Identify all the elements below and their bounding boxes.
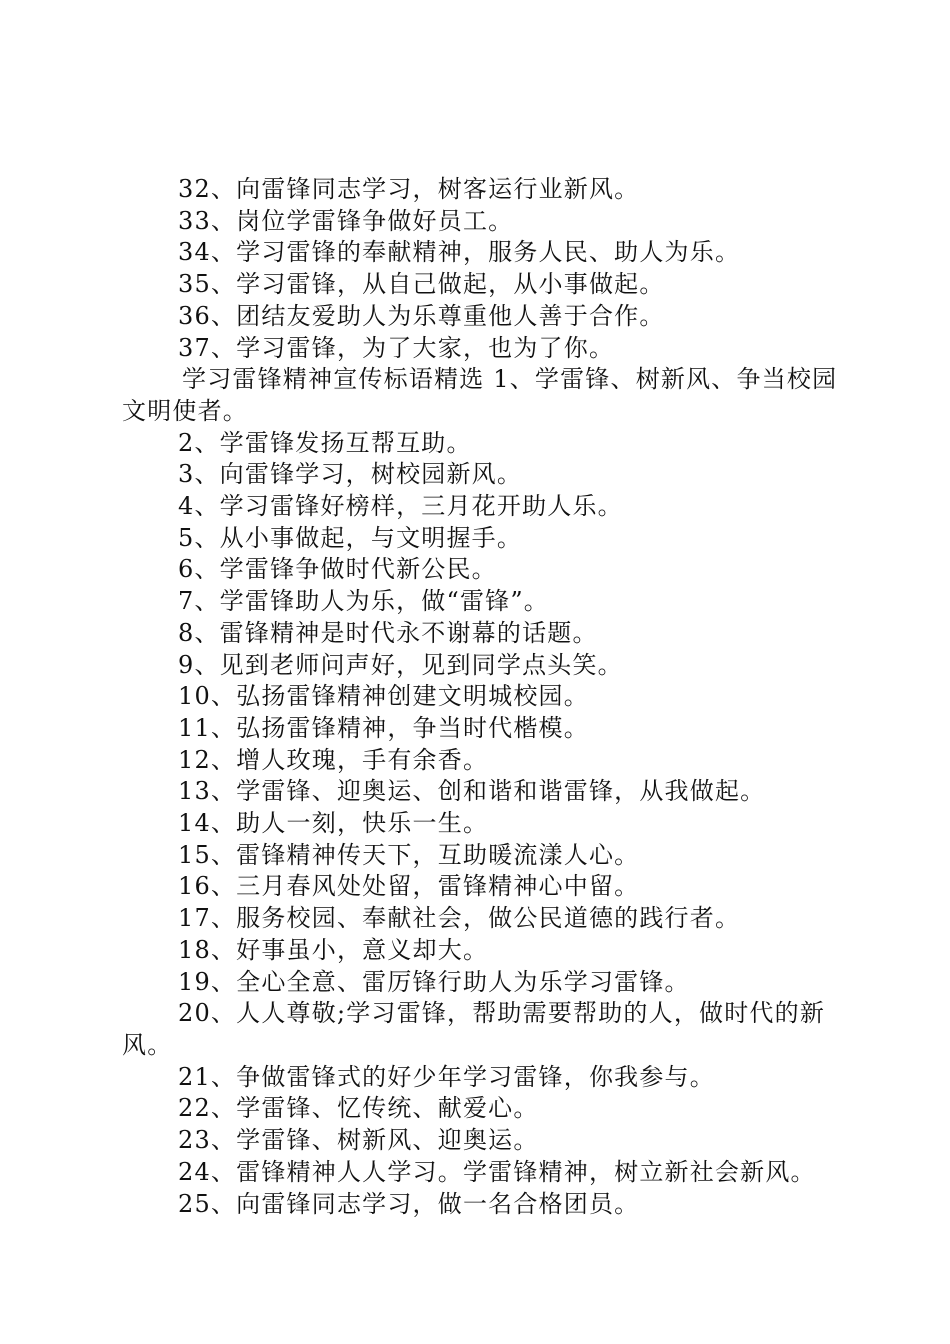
list-item: 15、雷锋精神传天下，互助暖流漾人心。 [178, 840, 640, 869]
list-item: 16、三月春风处处留，雷锋精神心中留。 [178, 872, 640, 901]
list-item: 17、服务校园、奉献社会，做公民道德的践行者。 [178, 904, 741, 933]
list-item: 12、增人玫瑰，手有余香。 [178, 745, 489, 774]
list-item: 9、见到老师问声好，见到同学点头笑。 [178, 650, 623, 679]
section-heading-paragraph: 学习雷锋精神宣传标语精选 1、学雷锋、树新风、争当校园文明使者。 [122, 365, 838, 425]
list-item: 7、学雷锋助人为乐，做“雷锋”。 [178, 587, 550, 616]
list-item: 33、岗位学雷锋争做好员工。 [178, 206, 514, 235]
list-item: 23、学雷锋、树新风、迎奥运。 [178, 1126, 539, 1155]
list-item: 10、弘扬雷锋精神创建文明城校园。 [178, 682, 589, 711]
list-item: 3、向雷锋学习，树校园新风。 [178, 460, 523, 489]
list-item: 6、学雷锋争做时代新公民。 [178, 555, 497, 584]
list-item: 24、雷锋精神人人学习。学雷锋精神，树立新社会新风。 [178, 1157, 816, 1186]
list-item: 18、好事虽小，意义却大。 [178, 935, 489, 964]
list-item: 34、学习雷锋的奉献精神，服务人民、助人为乐。 [178, 238, 741, 267]
list-item: 5、从小事做起，与文明握手。 [178, 523, 523, 552]
list-item: 4、学习雷锋好榜样，三月花开助人乐。 [178, 492, 623, 521]
list-item: 13、学雷锋、迎奥运、创和谐和谐雷锋，从我做起。 [178, 777, 766, 806]
list-item: 36、团结友爱助人为乐尊重他人善于合作。 [178, 301, 665, 330]
list-item: 20、人人尊敬;学习雷锋，帮助需要帮助的人，做时代的新风。 [122, 999, 826, 1059]
list-item: 11、弘扬雷锋精神，争当时代楷模。 [178, 713, 589, 742]
document-body [122, 174, 840, 1220]
list-item: 14、助人一刻，快乐一生。 [178, 809, 489, 838]
list-item: 8、雷锋精神是时代永不谢幕的话题。 [178, 618, 598, 647]
list-item: 22、学雷锋、忆传统、献爱心。 [178, 1094, 539, 1123]
list-item: 2、学雷锋发扬互帮互助。 [178, 428, 472, 457]
list-item: 37、学习雷锋，为了大家，也为了你。 [178, 333, 615, 362]
list-item: 25、向雷锋同志学习，做一名合格团员。 [178, 1189, 640, 1218]
list-item: 21、争做雷锋式的好少年学习雷锋，你我参与。 [178, 1062, 715, 1091]
list-item: 19、全心全意、雷厉锋行助人为乐学习雷锋。 [178, 967, 690, 996]
list-item: 35、学习雷锋，从自己做起，从小事做起。 [178, 270, 665, 299]
list-item: 32、向雷锋同志学习，树客运行业新风。 [178, 175, 640, 203]
